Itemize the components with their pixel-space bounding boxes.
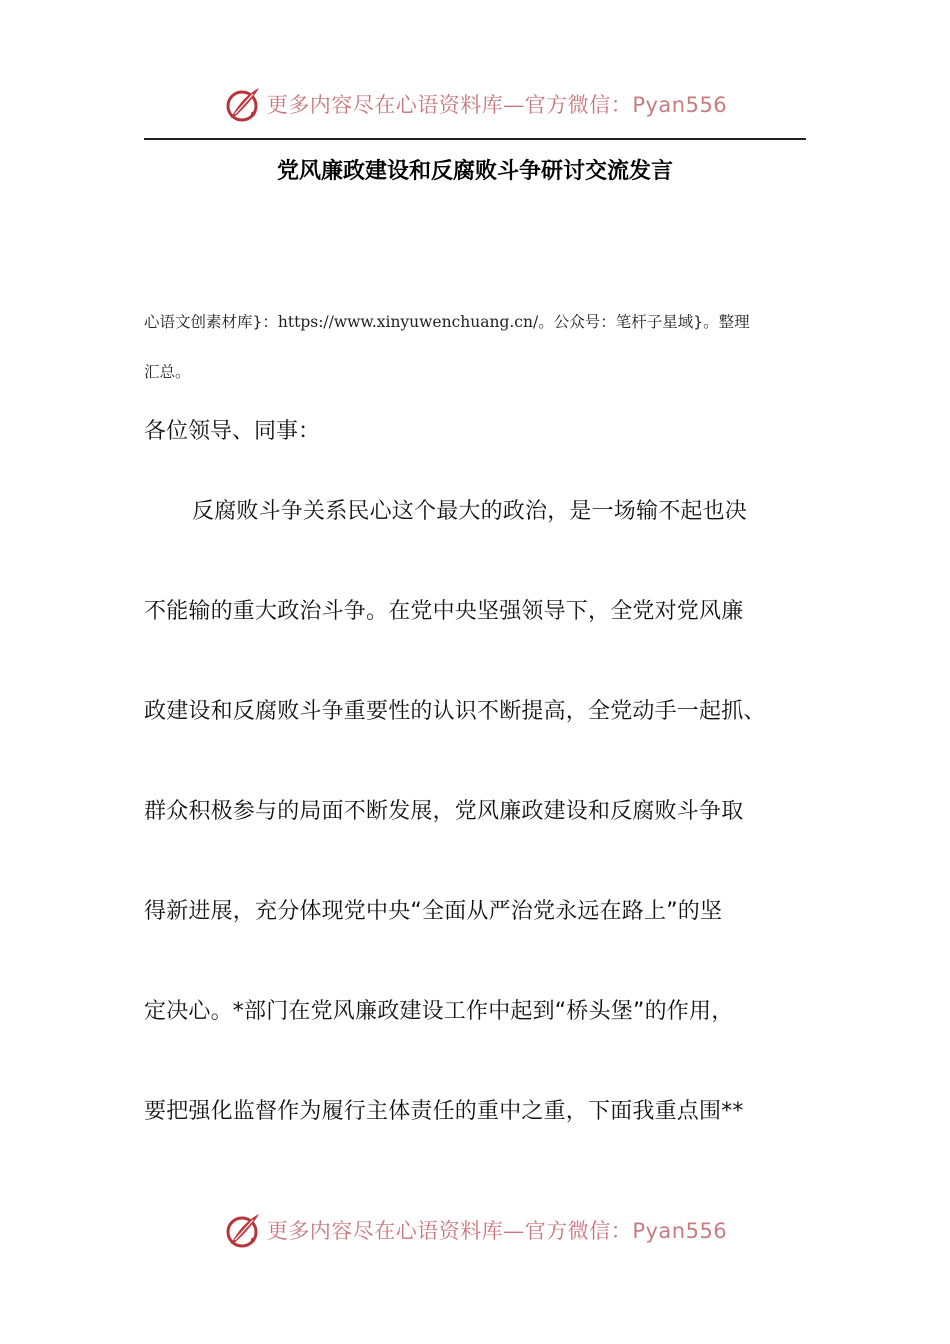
- page-header-watermark: [0, 82, 950, 126]
- header-wechat-id: Pyan556: [632, 93, 728, 117]
- body-line-7: 要把强化监督作为履行主体责任的重中之重，下面我重点围**: [144, 1099, 744, 1124]
- quill-logo-icon: [223, 84, 263, 124]
- body-line-4: 群众积极参与的局面不断发展，党风廉政建设和反腐败斗争取: [144, 799, 744, 824]
- body-line-5: 得新进展，充分体现党中央“全面从严治党永远在路上”的坚: [144, 899, 723, 924]
- header-brand-label: 更多内容尽在心语资料库—官方微信：: [266, 93, 633, 117]
- source-note-line-1: [144, 310, 824, 332]
- header-divider: [144, 138, 806, 140]
- page-footer-watermark: [0, 1208, 950, 1252]
- quill-logo-icon: [223, 1210, 263, 1250]
- body-line-3: 政建设和反腐败斗争重要性的认识不断提高，全党动手一起抓、: [144, 699, 766, 724]
- source-url: https://www.xinyuwenchuang.cn/: [277, 313, 539, 331]
- footer-brand-text: [267, 1215, 727, 1245]
- footer-brand-label: 更多内容尽在心语资料库—官方微信：: [266, 1219, 633, 1243]
- header-brand-text: [267, 89, 727, 119]
- body-line-1: 反腐败斗争关系民心这个最大的政治，是一场输不起也决: [192, 499, 748, 524]
- body-line-2: 不能输的重大政治斗争。在党中央坚强领导下，全党对党风廉: [144, 599, 744, 624]
- source-note-line-2: 汇总。: [144, 363, 191, 381]
- document-title: 党风廉政建设和反腐败斗争研讨交流发言: [276, 159, 673, 184]
- source-prefix: 心语文创素材库}：: [144, 313, 278, 331]
- footer-wechat-id: Pyan556: [632, 1219, 728, 1243]
- salutation: 各位领导、同事：: [144, 419, 321, 444]
- body-line-6: 定决心。*部门在党风廉政建设工作中起到“桥头堡”的作用，: [144, 999, 734, 1024]
- source-suffix: 。公众号：笔杆子星域}。整理: [538, 313, 750, 331]
